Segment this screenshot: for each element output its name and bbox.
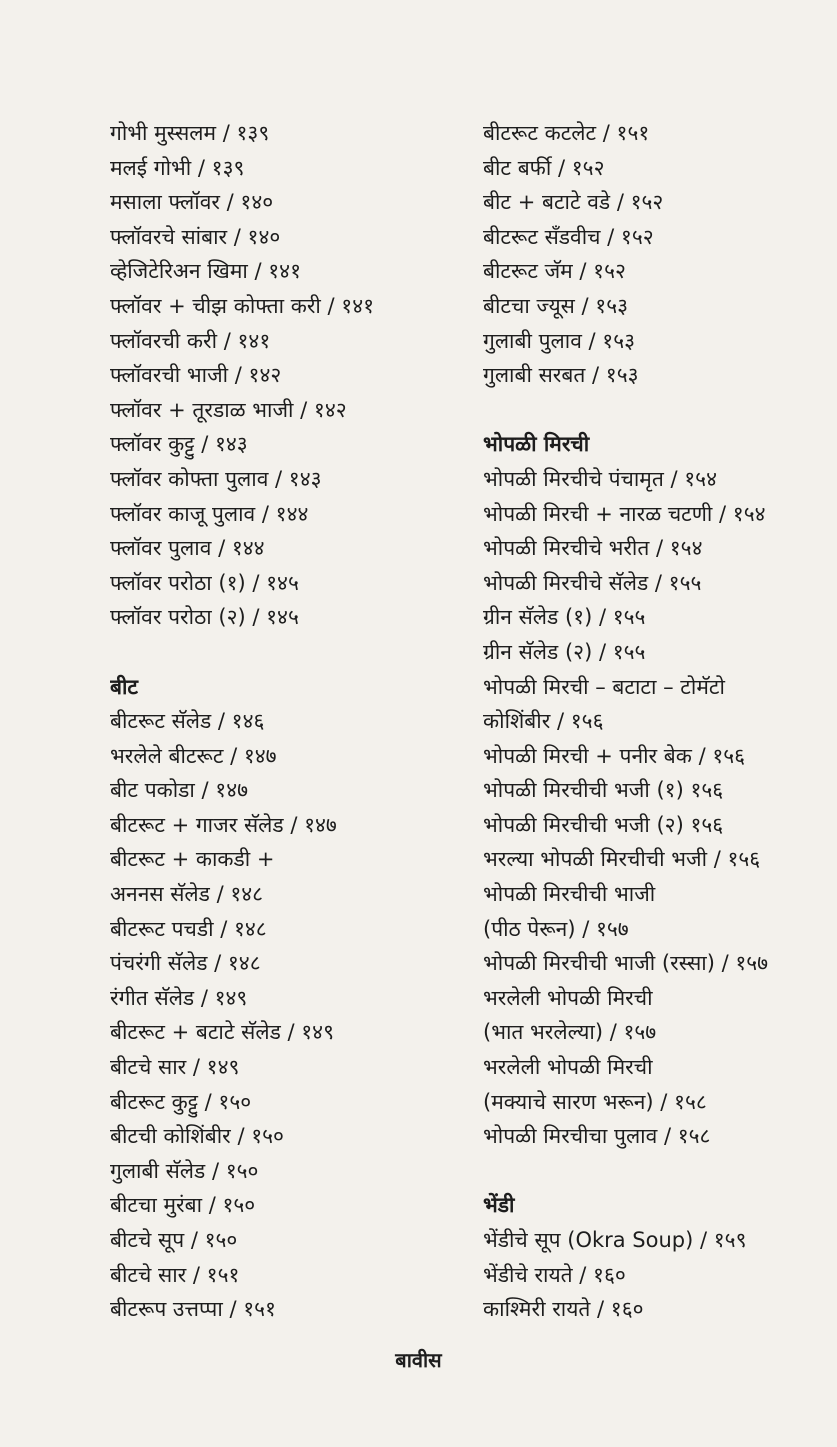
index-entry: फ्लॉवर परोठा (२) / १४५ — [110, 605, 299, 630]
index-entry: रंगीत सॅलेड / १४९ — [110, 985, 248, 1010]
index-entry: भोपळी मिरचीची भाजी (रस्सा) / १५७ — [483, 951, 769, 976]
index-entry: बीटचे सार / १४९ — [110, 1055, 240, 1080]
index-entry: ग्रीन सॅलेड (२) / १५५ — [483, 639, 646, 664]
index-entry: फ्लॉवर + चीझ कोफ्ता करी / १४१ — [110, 293, 375, 318]
index-entry: भोपळी मिरचीचा पुलाव / १५८ — [483, 1124, 711, 1149]
index-entry: बीटरूट + बटाटे सॅलेड / १४९ — [110, 1020, 334, 1045]
index-entry: भोपळी मिरचीचे सॅलेड / १५५ — [483, 570, 702, 595]
index-entry: बीटरूट कटलेट / १५१ — [483, 121, 650, 145]
section-spacer — [110, 635, 465, 670]
index-entry: अननस सॅलेड / १४८ — [110, 882, 264, 907]
section-heading: भोपळी मिरची — [483, 432, 590, 457]
index-entry: काश्मिरी रायते / १६० — [483, 1297, 644, 1322]
index-entry: गोभी मुस्सलम / १३९ — [110, 121, 270, 145]
index-entry: (पीठ पेरून) / १५७ — [483, 916, 629, 941]
index-entry: मसाला फ्लॉवर / १४० — [110, 190, 274, 215]
index-entry: फ्लॉवर पुलाव / १४४ — [110, 536, 265, 561]
index-entry: बीटचा ज्यूस / १५३ — [483, 293, 629, 318]
index-entry: भरलेले बीटरूट / १४७ — [110, 743, 277, 768]
index-entry: बीटरूट कुट्टु / १५० — [110, 1089, 252, 1114]
index-entry: मलई गोभी / १३९ — [110, 155, 245, 180]
section-heading: भेंडी — [483, 1193, 515, 1218]
index-entry: कोशिंबीर / १५६ — [483, 709, 604, 734]
page-footer-label: बावीस — [395, 1348, 442, 1372]
index-entry: फ्लॉवर परोठा (१) / १४५ — [110, 570, 299, 595]
index-entry: गुलाबी सॅलेड / १५० — [110, 1158, 259, 1183]
index-entry: गुलाबी सरबत / १५३ — [483, 363, 639, 388]
index-entry: भोपळी मिरची + पनीर बेक / १५६ — [483, 743, 746, 768]
index-entry: (मक्याचे सारण भरून) / १५८ — [483, 1089, 707, 1114]
index-entry: बीटचे सूप / १५० — [110, 1228, 238, 1252]
index-entry: बीटचा मुरंबा / १५० — [110, 1193, 256, 1218]
index-entry: भोपळी मिरचीची भाजी — [483, 882, 656, 907]
index-entry: बीटरूट + काकडी + — [110, 847, 275, 872]
index-entry: (भात भरलेल्या) / १५७ — [483, 1020, 657, 1045]
index-entry: बीटचे सार / १५१ — [110, 1262, 240, 1287]
index-entry: गुलाबी पुलाव / १५३ — [483, 328, 636, 353]
index-entry: फ्लॉवर कुट्टु / १४३ — [110, 432, 248, 457]
index-entry: बीटची कोशिंबीर / १५० — [110, 1124, 284, 1149]
index-entry: भरलेली भोपळी मिरची — [483, 985, 653, 1010]
index-entry: फ्लॉवर कोफ्ता पुलाव / १४३ — [110, 466, 322, 491]
index-entry: ग्रीन सॅलेड (१) / १५५ — [483, 605, 646, 630]
index-entry: बीट बर्फी / १५२ — [483, 155, 605, 180]
index-entry: भेंडीचे सूप (Okra Soup) / १५९ — [483, 1228, 747, 1252]
index-entry: फ्लॉवरची भाजी / १४२ — [110, 363, 282, 388]
index-entry: भेंडीचे रायते / १६० — [483, 1262, 626, 1287]
index-entry: भोपळी मिरचीचे भरीत / १५४ — [483, 536, 703, 561]
index-entry: बीटरूप उत्तप्पा / १५१ — [110, 1297, 276, 1322]
section-spacer — [483, 393, 833, 428]
index-entry: फ्लॉवरची करी / १४१ — [110, 328, 271, 353]
index-entry: बीट पकोडा / १४७ — [110, 778, 249, 803]
index-entry: भोपळी मिरचीची भजी (२) १५६ — [483, 812, 724, 837]
index-entry: भोपळी मिरची + नारळ चटणी / १५४ — [483, 501, 766, 526]
index-entry: बीटरूट सॅलेड / १४६ — [110, 709, 265, 734]
section-spacer — [483, 1154, 833, 1189]
index-entry: फ्लॉवर काजू पुलाव / १४४ — [110, 501, 309, 526]
index-entry: व्हेजिटेरिअन खिमा / १४१ — [110, 259, 302, 284]
index-column-right — [483, 116, 833, 1327]
index-entry: भरलेली भोपळी मिरची — [483, 1055, 653, 1080]
index-entry: फ्लॉवर + तूरडाळ भाजी / १४२ — [110, 397, 347, 422]
index-entry: बीटरूट + गाजर सॅलेड / १४७ — [110, 812, 337, 837]
index-entry: फ्लॉवरचे सांबार / १४० — [110, 224, 281, 249]
index-entry: भरल्या भोपळी मिरचीची भजी / १५६ — [483, 847, 761, 872]
index-entry: बीट + बटाटे वडे / १५२ — [483, 190, 664, 215]
index-entry: बीटरूट पचडी / १४८ — [110, 916, 267, 941]
index-column-left — [110, 116, 465, 1327]
index-entry: बीटरूट जॅम / १५२ — [483, 259, 626, 284]
index-entry: बीटरूट सँडवीच / १५२ — [483, 224, 654, 249]
section-heading: बीट — [110, 674, 139, 699]
index-entry: भोपळी मिरची – बटाटा – टोमॅटो — [483, 674, 725, 699]
index-entry: भोपळी मिरचीची भजी (१) १५६ — [483, 778, 724, 803]
index-entry: भोपळी मिरचीचे पंचामृत / १५४ — [483, 466, 717, 491]
index-entry: पंचरंगी सॅलेड / १४८ — [110, 951, 261, 976]
